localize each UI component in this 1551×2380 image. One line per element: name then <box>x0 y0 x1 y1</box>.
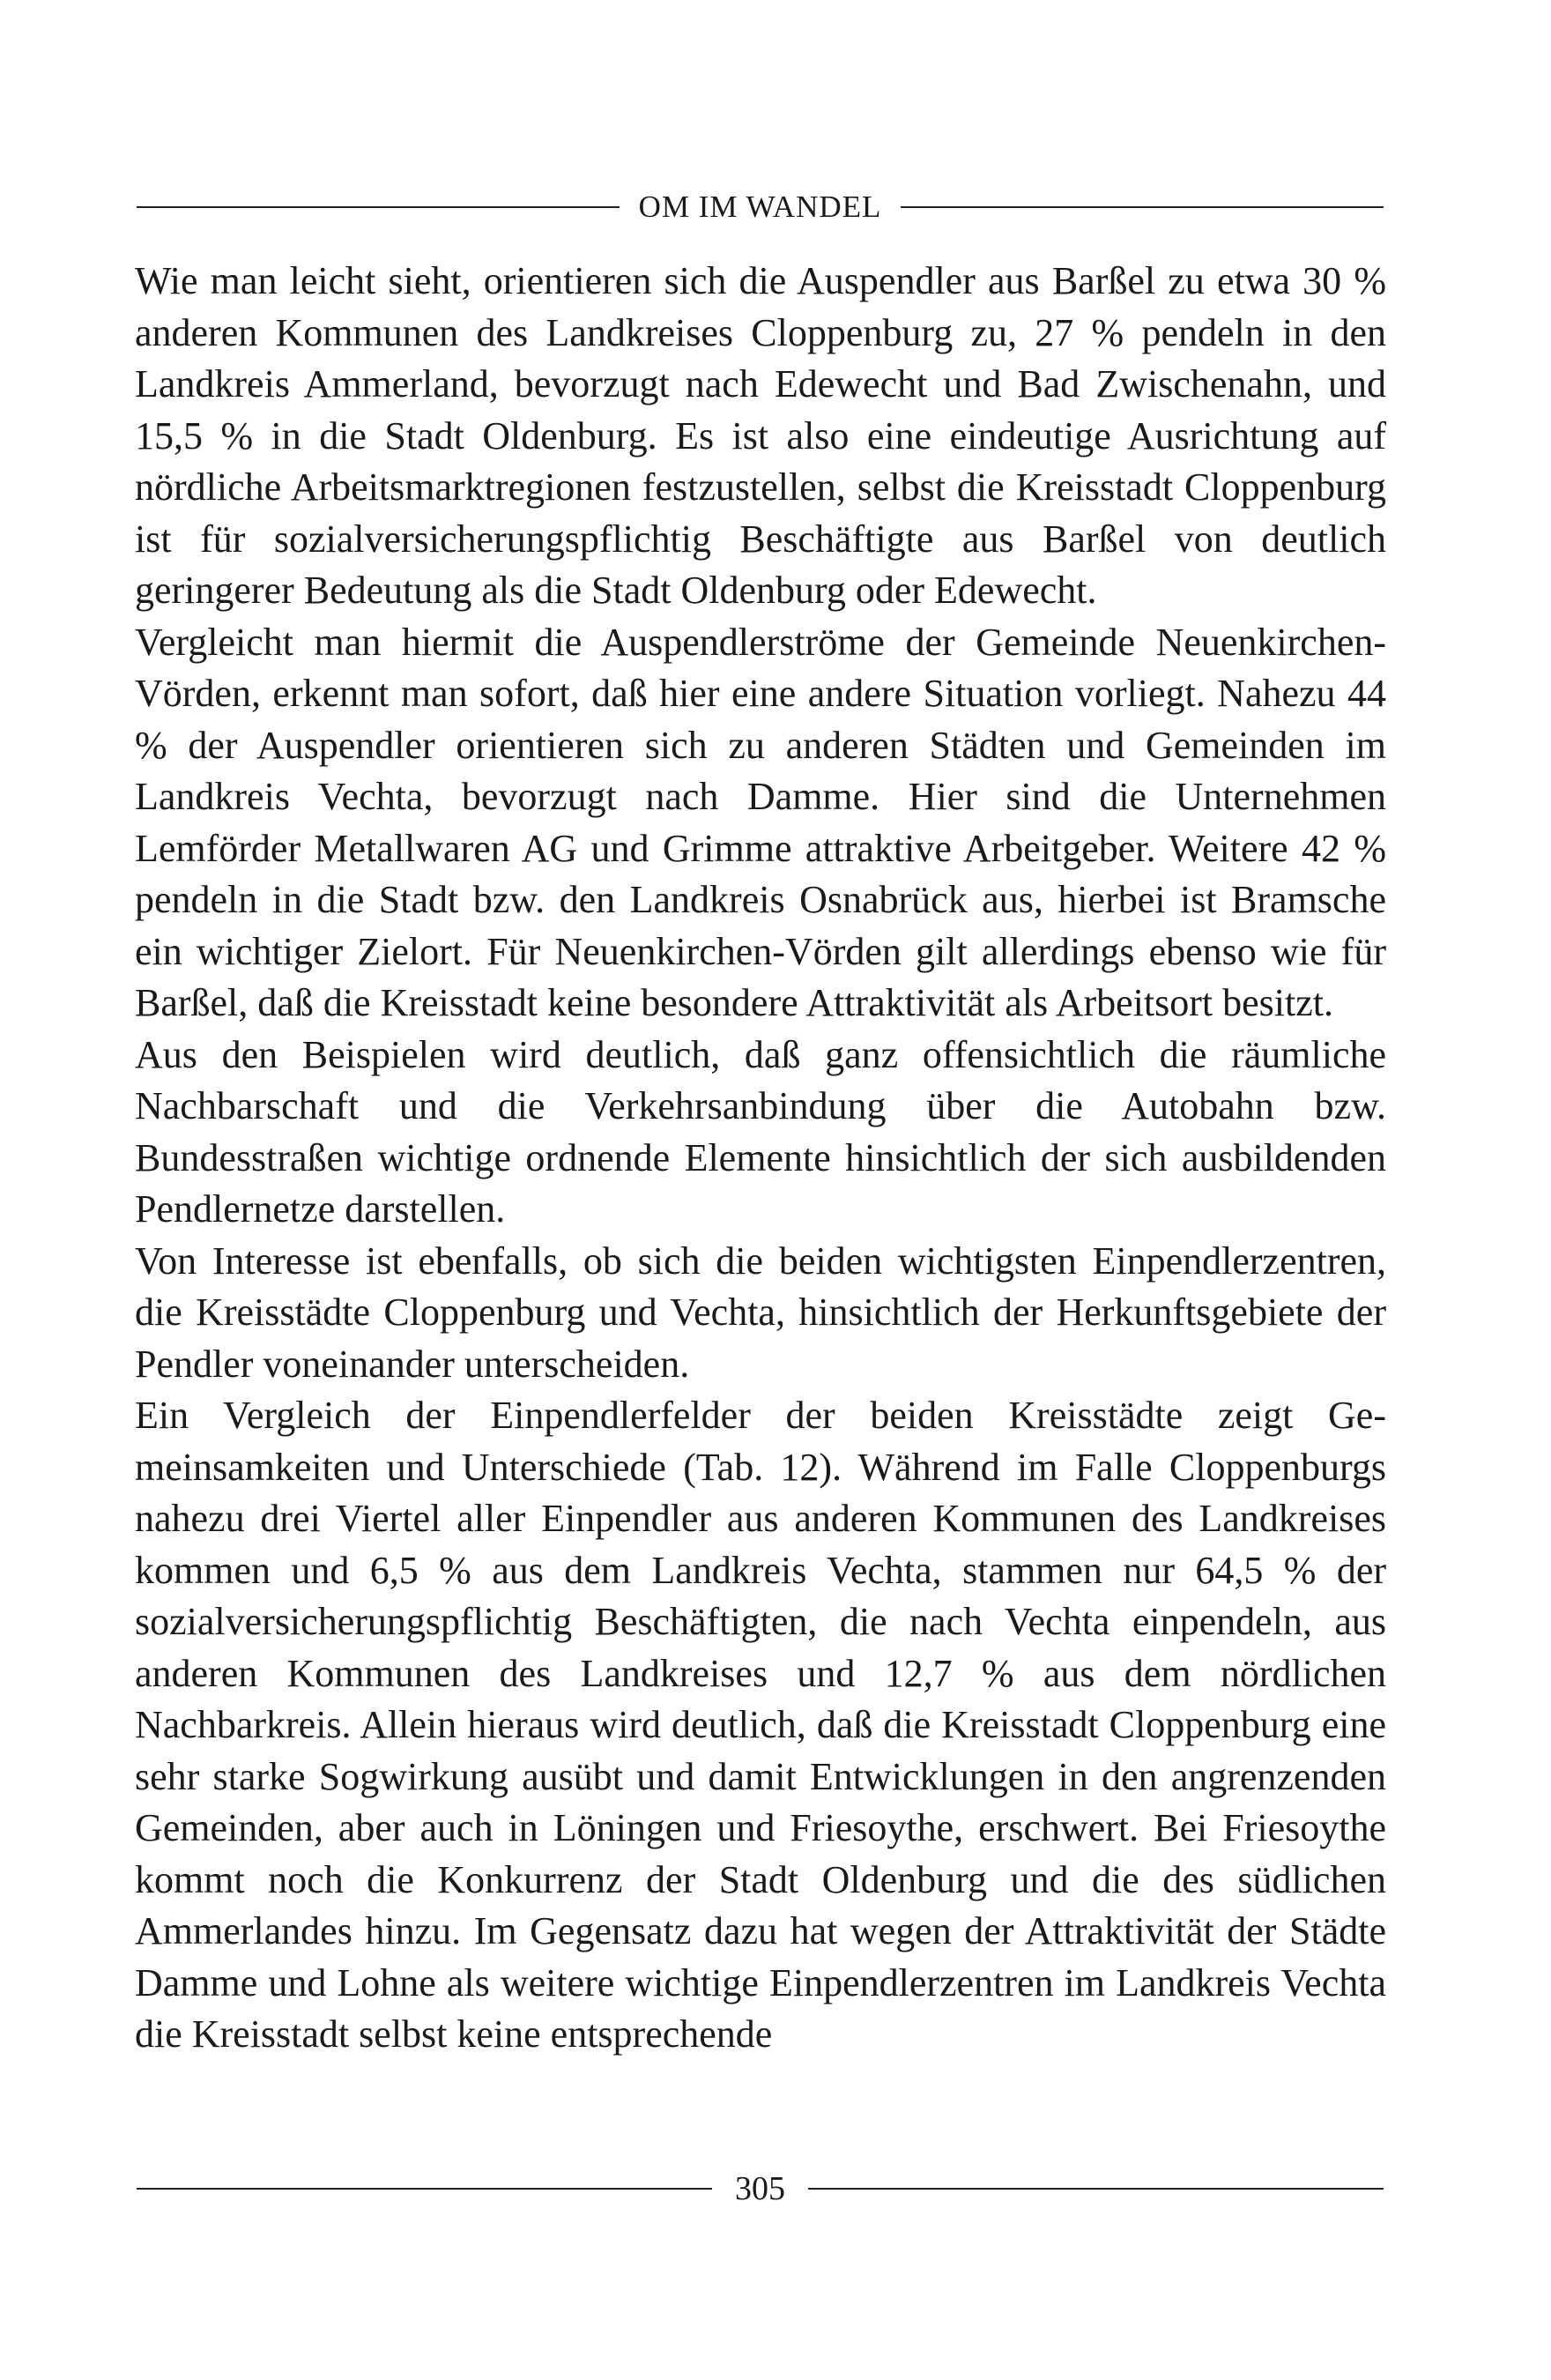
page-number: 305 <box>735 2170 785 2207</box>
running-head-title: OM IM WANDEL <box>638 190 882 224</box>
running-head-rule-left <box>137 206 620 208</box>
running-head <box>137 185 1384 229</box>
paragraph-3: Aus den Beispielen wird deutlich, daß ganz offensichtlich die räumliche Nachbarschaft und die Verkehrsanbindung über die Autobahn bzw. Bundesstraßen wichtige ordnende Elemente hinsichtlich der sich ausbildenden Pendlernetze darstellen. <box>135 1032 1386 1231</box>
running-head-rule-right <box>901 206 1384 208</box>
body-text <box>135 256 1386 2061</box>
footer-rule-left <box>137 2188 712 2190</box>
paragraph-2: Vergleicht man hiermit die Auspendlerströme der Gemeinde Neuenkirchen-Vörden, erkennt man sofort, daß hier eine andere Situation vorliegt. Nahezu 44 % der Auspendler orientieren sich zu anderen Städten und Gemeinden im Landkreis Vechta, bevorzugt nach Damme. Hier sind die Unternehmen Lemförder Metallwaren AG und Grimme attraktive Arbeitgeber. Weitere 42 % pendeln in die Stadt bzw. den Landkreis Osnabrück aus, hierbei ist Bramsche ein wichtiger Zielort. Für Neuenkirchen-Vörden gilt allerdings ebenso wie für Barßel, daß die Kreisstadt keine besondere Attraktivität als Arbeitsort besitzt. <box>135 620 1386 1024</box>
paragraph-1: Wie man leicht sieht, orientieren sich die Auspendler aus Barßel zu etwa 30 % anderen Kommunen des Landkreises Cloppenburg zu, 27 % pendeln in den Landkreis Ammerland, bevorzugt nach Edewecht und Bad Zwischenahn, und 15,5 % in die Stadt Oldenburg. Es ist also eine eindeutige Ausrichtung auf nördliche Arbeitsmarktregionen festzustellen, selbst die Kreisstadt Cloppenburg ist für sozialversicherungspflichtig Beschäftigte aus Barßel von deutlich geringerer Bedeutung als die Stadt Oldenburg oder Edewecht. <box>135 259 1386 612</box>
paragraph-5: Ein Vergleich der Einpendlerfelder der beiden Kreisstädte zeigt Gemeinsamkeiten und Unterschiede (Tab. 12). Während im Falle Cloppenburgs nahezu drei Viertel aller Einpendler aus anderen Kommunen des Landkreises kommen und 6,5 % aus dem Landkreis Vechta, stammen nur 64,5 % der sozialversicherungspflichtig Beschäftigten, die nach Vechta einpendeln, aus anderen Kommunen des Landkreises und 12,7 % aus dem nördlichen Nachbarkreis. Allein hieraus wird deutlich, daß die Kreisstadt Cloppenburg eine sehr starke Sogwirkung ausübt und damit Entwicklungen in den angrenzenden Gemeinden, aber auch in Löningen und Friesoythe, erschwert. Bei Friesoythe kommt noch die Konkurrenz der Stadt Oldenburg und die des südlichen Ammerlandes hinzu. Im Gegensatz dazu hat wegen der Attraktivität der Städte Damme und Lohne als weitere wichtige Einpendlerzentren im Landkreis Vechta die Kreisstadt selbst keine entsprechende <box>135 1394 1386 2056</box>
paragraph-4: Von Interesse ist ebenfalls, ob sich die beiden wichtigsten Einpendlerzentren, die Kreisstädte Cloppenburg und Vechta, hinsichtlich der Herkunftsgebiete der Pendler voneinander unterscheiden. <box>135 1238 1386 1386</box>
page-footer <box>137 2164 1384 2213</box>
footer-rule-right <box>808 2188 1384 2190</box>
